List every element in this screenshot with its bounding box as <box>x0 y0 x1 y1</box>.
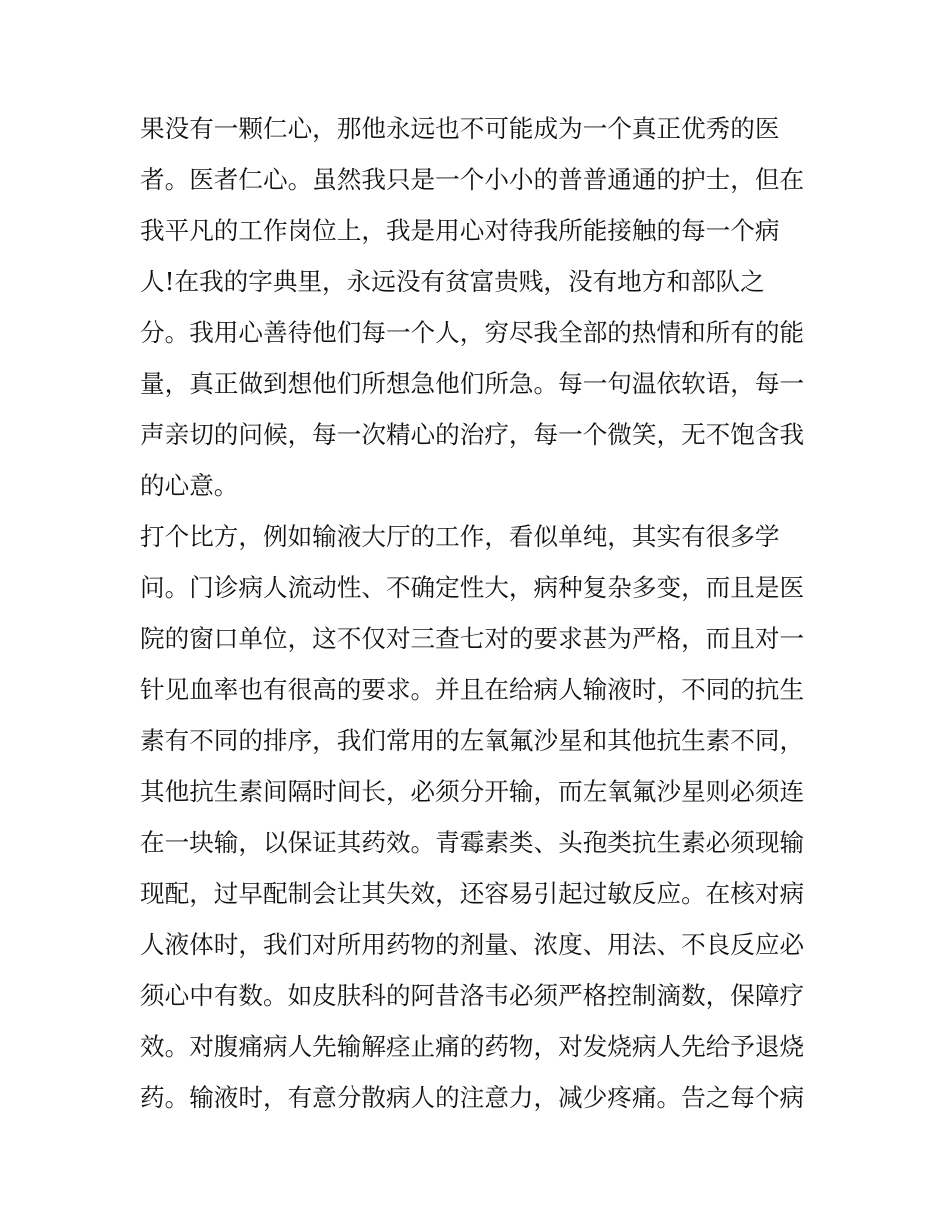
body-text <box>140 103 830 1123</box>
text-line: 者。医者仁心。虽然我只是一个小小的普普通通的护士，但在 <box>140 165 805 194</box>
text-line: 打个比方，例如输液大厅的工作，看似单纯，其实有很多学 <box>140 522 780 551</box>
text-line: 其他抗生素间隔时间长，必须分开输，而左氧氟沙星则必须连 <box>140 777 805 806</box>
text-line: 须心中有数。如皮肤科的阿昔洛韦必须严格控制滴数，保障疗 <box>140 981 805 1010</box>
text-line: 问。门诊病人流动性、不确定性大，病种复杂多变，而且是医 <box>140 573 805 602</box>
text-line: 人液体时，我们对所用药物的剂量、浓度、用法、不良反应必 <box>140 930 805 959</box>
text-line: 针见血率也有很高的要求。并且在给病人输液时，不同的抗生 <box>140 675 805 704</box>
text-line: 分。我用心善待他们每一个人，穷尽我全部的热情和所有的能 <box>140 318 805 347</box>
text-line: 院的窗口单位，这不仅对三查七对的要求甚为严格，而且对一 <box>140 624 805 653</box>
text-line: 声亲切的问候，每一次精心的治疗，每一个微笑，无不饱含我 <box>140 420 805 449</box>
text-line: 量，真正做到想他们所想急他们所急。每一句温依软语，每一 <box>140 369 805 398</box>
text-line: 素有不同的排序，我们常用的左氧氟沙星和其他抗生素不同， <box>140 726 805 755</box>
text-line: 果没有一颗仁心，那他永远也不可能成为一个真正优秀的医 <box>140 114 780 143</box>
text-line: 我平凡的工作岗位上，我是用心对待我所能接触的每一个病 <box>140 216 780 245</box>
text-line: 的心意。 <box>140 471 239 500</box>
text-line: 效。对腹痛病人先输解痉止痛的药物，对发烧病人先给予退烧 <box>140 1032 805 1061</box>
text-line: 现配，过早配制会让其失效，还容易引起过敏反应。在核对病 <box>140 879 805 908</box>
text-line: 药。输液时，有意分散病人的注意力，减少疼痛。告之每个病 <box>140 1083 805 1112</box>
text-line: 人!在我的字典里，永远没有贫富贵贱，没有地方和部队之 <box>140 267 765 296</box>
text-line: 在一块输，以保证其药效。青霉素类、头孢类抗生素必须现输 <box>140 828 805 857</box>
